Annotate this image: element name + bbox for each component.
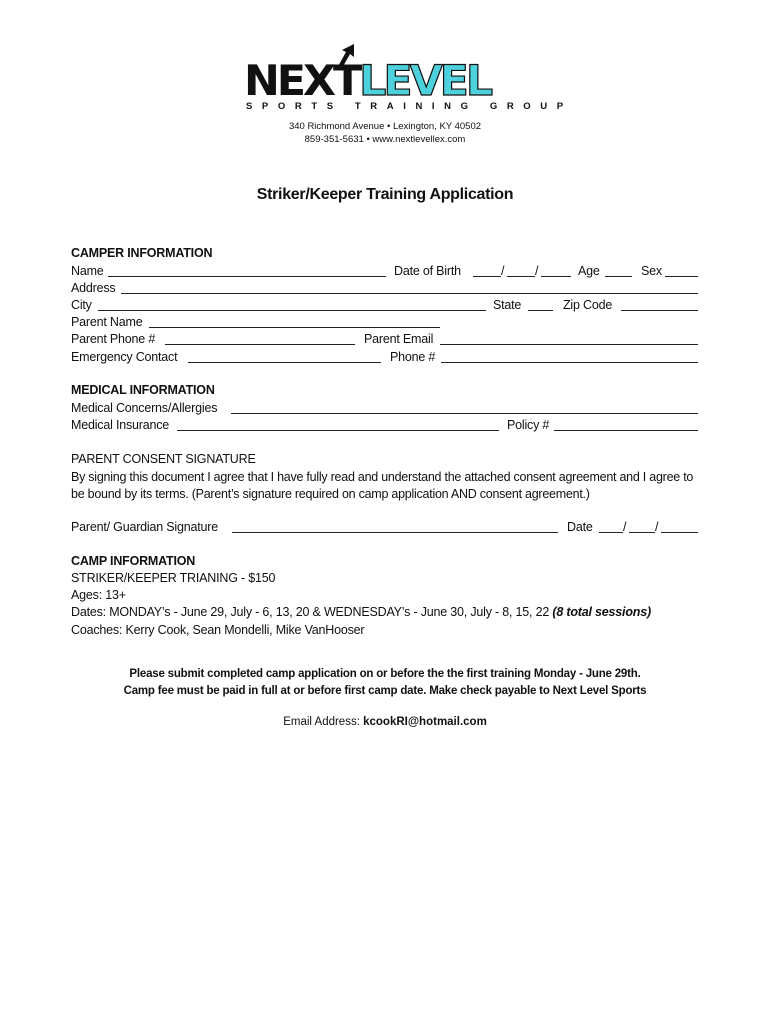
camp-program: STRIKER/KEEPER TRIANING - $150 <box>71 571 276 585</box>
email-address[interactable]: kcookRI@hotmail.com <box>363 716 487 728</box>
allergies-label: Medical Concerns/Allergies <box>71 401 218 415</box>
submission-note: Please submit completed camp application on or before the the first training Monday - June 29th. <box>129 668 641 680</box>
row-name: Name Date of Birth / / Age Sex <box>71 264 698 280</box>
age-label: Age <box>578 264 600 278</box>
parent-phone-label: Parent Phone # <box>71 332 156 346</box>
address-line: 340 Richmond Avenue • Lexington, KY 40502 <box>288 121 482 132</box>
row-city <box>71 298 698 314</box>
age-field[interactable] <box>605 276 632 277</box>
zip-field[interactable] <box>621 310 698 311</box>
consent-heading: PARENT CONSENT SIGNATURE <box>71 452 256 466</box>
emergency-label: Emergency Contact <box>71 350 178 364</box>
parent-email-field[interactable] <box>440 344 698 345</box>
allergies-field[interactable] <box>231 413 698 414</box>
row-address <box>71 281 698 297</box>
dob-month-field[interactable] <box>473 276 501 277</box>
city-label: City <box>71 298 92 312</box>
dob-label: Date of Birth <box>394 264 461 278</box>
sex-label: Sex <box>641 264 662 278</box>
address-field[interactable] <box>121 293 698 294</box>
page-title: Striker/Keeper Training Application <box>256 186 514 203</box>
state-label: State <box>493 298 522 312</box>
email-line <box>0 716 770 728</box>
insurance-field[interactable] <box>177 430 499 431</box>
parent-name-field[interactable] <box>149 327 440 328</box>
logo-word-next: NEXT <box>244 56 360 105</box>
row-allergies <box>71 401 698 417</box>
policy-field[interactable] <box>554 430 698 431</box>
date-day-field[interactable] <box>629 532 655 533</box>
phone-label: Phone # <box>390 350 436 364</box>
row-emergency <box>71 350 698 366</box>
parent-email-label: Parent Email <box>364 332 434 346</box>
row-insurance <box>71 418 698 434</box>
logo-tagline: SPORTS TRAINING GROUP <box>246 101 573 112</box>
logo-word-level: LEVEL <box>359 56 491 105</box>
camp-dates <box>71 605 651 619</box>
date-year-field[interactable] <box>661 532 698 533</box>
medical-heading: MEDICAL INFORMATION <box>71 383 215 397</box>
logo-wordmark <box>244 58 490 104</box>
sex-field[interactable] <box>665 276 698 277</box>
dob-year-field[interactable] <box>541 276 571 277</box>
payment-note: Camp fee must be paid in full at or before first camp date. Make check payable to Next Level Sports <box>123 685 647 697</box>
date-label: Date <box>567 520 593 534</box>
state-field[interactable] <box>528 310 553 311</box>
emergency-field[interactable] <box>188 362 381 363</box>
parent-phone-field[interactable] <box>165 344 355 345</box>
contact-line: 859-351-5631 • www.nextlevellex.com <box>304 134 466 145</box>
camper-heading: CAMPER INFORMATION <box>71 246 213 260</box>
name-label: Name <box>71 264 104 278</box>
address-label: Address <box>71 281 116 295</box>
company-logo <box>244 44 573 114</box>
dob-day-field[interactable] <box>507 276 535 277</box>
parent-name-label: Parent Name <box>71 315 143 329</box>
row-parent-contact <box>71 332 698 348</box>
row-parent-name <box>71 315 698 331</box>
camp-dates-text: Dates: MONDAY’s - June 29, July - 6, 13, 20 & WEDNESDAY’s - June 30, July - 8, 15, 22 <box>71 605 553 619</box>
camp-heading: CAMP INFORMATION <box>71 554 196 568</box>
camp-sessions: (8 total sessions) <box>552 605 651 619</box>
camp-ages: Ages: 13+ <box>71 588 126 602</box>
policy-label: Policy # <box>507 418 550 432</box>
city-field[interactable] <box>98 310 486 311</box>
email-label: Email Address: <box>283 716 364 728</box>
insurance-label: Medical Insurance <box>71 418 170 432</box>
phone-field[interactable] <box>441 362 698 363</box>
signature-field[interactable] <box>232 532 558 533</box>
signature-label: Parent/ Guardian Signature <box>71 520 218 534</box>
zip-label: Zip Code <box>563 298 613 312</box>
name-field[interactable] <box>108 276 386 277</box>
row-signature: Parent/ Guardian Signature Date / / <box>71 520 698 536</box>
camp-coaches: Coaches: Kerry Cook, Sean Mondelli, Mike VanHooser <box>71 623 365 637</box>
date-month-field[interactable] <box>599 532 623 533</box>
consent-text: By signing this document I agree that I have fully read and understand the attached consent agreement and I agree to be bound by its terms. (Parent’s signature required on camp application AND consent agreement.) <box>71 470 694 501</box>
